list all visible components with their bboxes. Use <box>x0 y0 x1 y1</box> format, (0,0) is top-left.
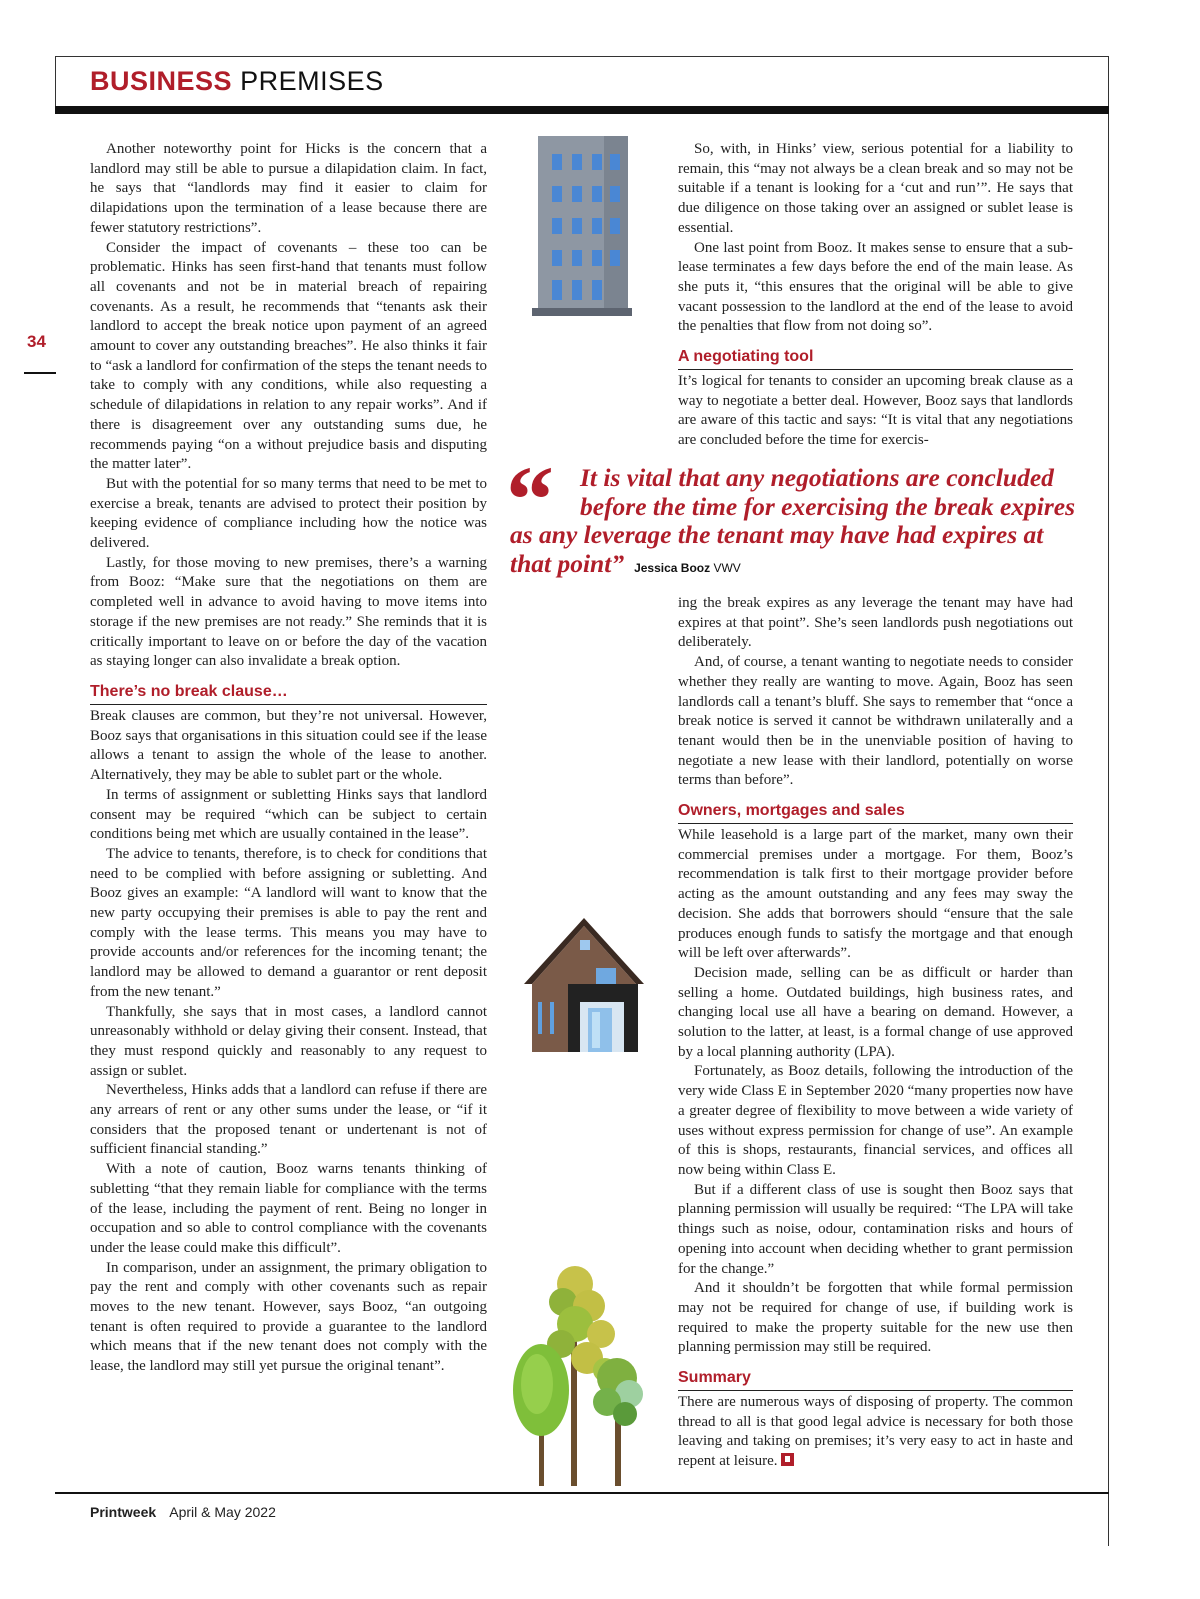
article-column-right-bottom <box>678 594 1073 1472</box>
subheading-negotiating-tool: A negotiating tool <box>678 346 1073 370</box>
paragraph: Decision made, selling can be as difficult or harder than selling a home. Outdated buildings, high business rates, and changing local use all have a bearing on demand. However, a solution to the latter, at least, is a formal change of use approved by a local planning authority (LPA). <box>678 964 1073 1060</box>
paragraph: But if a different class of use is sought then Booz says that planning permission will usually be required: “The LPA will take things such as noise, odour, contamination risks and hours of opening into account when deciding whether to grant permission for the change.” <box>678 1181 1073 1277</box>
pull-quote <box>506 446 1090 582</box>
footer <box>90 1504 276 1520</box>
trees-icon <box>505 1262 675 1486</box>
subheading-no-break-clause: There’s no break clause… <box>90 681 487 705</box>
house-icon <box>520 912 648 1054</box>
subheading-summary: Summary <box>678 1367 1073 1391</box>
pull-quote-line: before the time for exercising the break expires <box>580 491 1076 521</box>
paragraph: And it shouldn’t be forgotten that while formal permission may not be required for change of use, if building work is required to make the property suitable for the new use then planning permission may still be required. <box>678 1280 1073 1356</box>
summary-paragraph <box>678 1393 1073 1472</box>
paragraph: Nevertheless, Hinks adds that a landlord can refuse if there are any arrears of rent or any other sums under the lease, or “if it considers that the proposed tenant or undertenant is not of sufficient financial standing.” <box>90 1082 487 1158</box>
paragraph: The advice to tenants, therefore, is to check for conditions that need to be complied with before assigning or subletting. And Booz gives an example: “A landlord will want to know that the new party occupying their premises is able to pay the rent and comply with the lease terms. This means you may have to provide accounts and/or references for the incoming tenant; the landlord may be allowed to demand a guarantor or rent deposit from the new tenant.” <box>90 845 487 1000</box>
paragraph: While leasehold is a large part of the market, many own their commercial premises under a mortgage. For them, Booz’s recommendation is talk first to their mortgage provider before acting as the amount outstanding and any fees may sway the decision. She adds that borrowers should “ensure that the sale produces enough funds to satisfy the mortgage and that enough will be left over afterwards”. <box>678 827 1073 962</box>
paragraph: Thankfully, she says that in most cases, a landlord cannot unreasonably withhold or delay giving their consent. Instead, that they must respond quickly and reasonably to any request to assign or sublet. <box>90 1003 487 1079</box>
summary-text: There are numerous ways of disposing of property. The common thread to all is that good legal advice is necessary for both those leaving and taking on premises; it’s very easy to act in haste and repent at leisure. <box>678 1394 1073 1470</box>
attribution-company: VWV <box>713 560 741 575</box>
page-frame-right <box>1108 56 1109 1546</box>
quote-mark-icon: “ <box>506 446 554 553</box>
footer-date: April & May 2022 <box>169 1504 276 1520</box>
paragraph: But with the potential for so many terms that need to be met to exercise a break, tenants are advised to protect their position by keeping evidence of compliance including how the notice was delivered. <box>90 475 487 552</box>
paragraph: With a note of caution, Booz warns tenants thinking of subletting “that they remain liable for compliance with the terms of the lease, including the payment of rent. Being no longer in occupation and so able to control compliance with the covenants under the lease could make this difficult”. <box>90 1161 487 1256</box>
paragraph: In comparison, under an assignment, the primary obligation to pay the rent and comply with other covenants such as repair moves to the new tenant. However, says Booz, “an outgoing tenant is often required to provide a guarantee to the landlord which means that if the new tenant does not comply with the lease, the landlord may still yet pursue the original tenant”. <box>90 1259 487 1375</box>
pull-quote-line: as any leverage the tenant may have had expires at <box>510 520 1044 549</box>
subheading-owners-mortgages: Owners, mortgages and sales <box>678 800 1073 824</box>
page-number: 34 <box>27 332 46 351</box>
paragraph: One last point from Booz. It makes sense to ensure that a sub-lease terminates a few days before the end of the main lease. As she puts it, “this ensures that the original will be able to give vacant possession to the landlord at the end of the lease to avoid the penalties that flow from not doing so”. <box>678 239 1073 335</box>
paragraph: Another noteworthy point for Hicks is the concern that a landlord may still be able to pursue a dilapidation claim. In fact, he says that “landlords may find it easier to claim for dilapidations upon the termination of a lease because there are fewer statutory restrictions”. <box>90 141 487 236</box>
paragraph: And, of course, a tenant wanting to negotiate needs to consider whether they really are wanting to move. Again, Booz has seen landlords call a tenant’s bluff. She says to remember that “once a break notice is served it cannot be withdrawn unilaterally and a tenant would then be in the unenviable position of having to negotiate a new lease with their landlord, potentially on worse terms than before”. <box>678 654 1073 789</box>
header-rule <box>55 106 1109 114</box>
paragraph: Consider the impact of covenants – these too can be problematic. Hinks has seen first-hand that tenants must follow all covenants and not be in material breach of repairing covenants. As a result, he recommends that “tenants ask their landlord to accept the break notice upon payment of an agreed amount to cover any outstanding breaches”. He also thinks it fair to “ask a landlord for confirmation of the steps the tenant needs to take to comply with any conditions, while also requesting a schedule of dilapidations in relation to any repair works”. And if there is disagreement over any outstanding sums due, he recommends paying “on a without prejudice basis and disputing the matter later”. <box>90 239 487 473</box>
section-header-light: PREMISES <box>240 66 384 96</box>
page-frame-left <box>55 56 56 108</box>
section-header <box>90 66 384 97</box>
pull-quote-line: It is vital that any negotiations are concluded <box>580 463 1054 492</box>
paragraph: ing the break expires as any leverage the tenant may have had expires at that point”. She’s seen landlords push negotiations out deliberately. <box>678 595 1073 651</box>
attribution-name: Jessica Booz <box>634 560 711 575</box>
article-column-right-top <box>678 140 1073 451</box>
paragraph: In terms of assignment or subletting Hinks says that landlord consent may be required “which can be subject to certain conditions being met which are usually contained in the lease”. <box>90 786 487 843</box>
paragraph: Break clauses are common, but they’re not universal. However, Booz says that organisations in this situation could see if the lease allows a tenant to assign the whole of the lease to another. Alternatively, they may be able to sublet part or the whole. <box>90 707 487 784</box>
paragraph: Fortunately, as Booz details, following the introduction of the very wide Class E in September 2020 “many properties now have a greater degree of flexibility to move between a wide variety of uses without express permission for change of use”. An example of this is shops, restaurants, financial services, and offices all now being within Class E. <box>678 1063 1073 1178</box>
page-number-rule <box>24 372 56 374</box>
footer-rule <box>55 1492 1109 1494</box>
pull-quote-line: that point” <box>510 548 625 578</box>
office-building-icon <box>532 136 632 318</box>
paragraph: It’s logical for tenants to consider an upcoming break clause as a way to negotiate a better deal. However, Booz says that landlords are aware of this tactic and says: “It is vital that any negotiations are concluded before the time for exercis- <box>678 373 1073 449</box>
end-mark-icon <box>781 1453 794 1466</box>
footer-brand: Printweek <box>90 1504 157 1520</box>
section-header-bold: BUSINESS <box>90 66 233 96</box>
article-column-left <box>90 140 487 1377</box>
pull-quote-attribution <box>634 561 741 575</box>
paragraph: So, with, in Hinks’ view, serious potential for a liability to remain, this “may not always be a clean break and so may not be suitable if a tenant is looking for a ‘cut and run’”. He says that due diligence on those taking over an assigned or sublet lease is essential. <box>678 141 1073 236</box>
paragraph: Lastly, for those moving to new premises, there’s a warning from Booz: “Make sure that the negotiations on them are completed well in advance to avoid having to move items into storage if the new premises are not ready.” She reminds that it is critically important to leave on or before the day of the vacation as staying longer can also invalidate a break option. <box>90 554 487 670</box>
page-frame-top <box>55 56 1109 57</box>
